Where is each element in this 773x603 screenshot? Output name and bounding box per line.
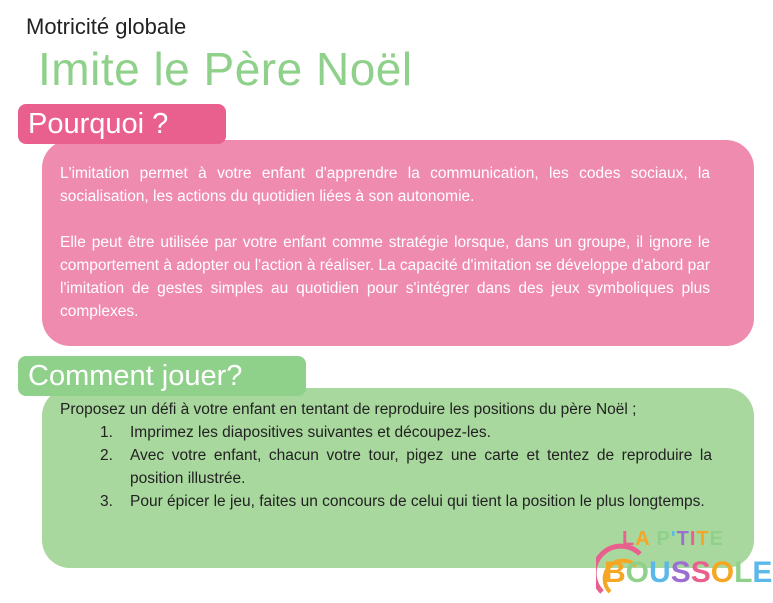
why-text (60, 162, 710, 346)
step-number: 2. (100, 447, 113, 464)
page-title: Imite le Père Noël (38, 43, 413, 95)
step-text: Pour épicer le jeu, faites un concours de celui qui tient la position le plus longtemps. (130, 493, 705, 510)
how-text (60, 398, 712, 513)
step-number: 1. (100, 424, 113, 441)
why-paragraph: L'imitation permet à votre enfant d'apprendre la communication, les codes sociaux, la socialisation, les actions du quotidien liées à son autonomie. (60, 165, 710, 205)
step-item (60, 490, 712, 513)
step-item (60, 421, 712, 444)
logo-line-2: BOUSSOLE (604, 556, 773, 589)
step-text: Avec votre enfant, chacun votre tour, pigez une carte et tentez de reproduire la position illustrée. (130, 447, 712, 487)
step-number: 3. (100, 493, 113, 510)
step-text: Imprimez les diapositives suivantes et découpez-les. (130, 424, 491, 441)
brand-logo (596, 528, 773, 594)
why-paragraph: Elle peut être utilisée par votre enfant comme stratégie lorsque, dans un groupe, il ignore le comportement à adopter ou l'action à réaliser. La capacité d'imitation se développe d'abord par l'imitation de gestes simples au quotidien pour s'intégrer dans des jeux symboliques plus complexes. (60, 234, 710, 320)
why-heading: Pourquoi ? (18, 104, 226, 144)
how-heading: Comment jouer? (18, 356, 306, 396)
steps-list (60, 421, 712, 513)
how-intro: Proposez un défi à votre enfant en tentant de reproduire les positions du père Noël ; (60, 401, 637, 418)
step-item (60, 444, 712, 490)
logo-line-1: LA P'TITE (622, 528, 724, 550)
category-label: Motricité globale (26, 14, 187, 39)
